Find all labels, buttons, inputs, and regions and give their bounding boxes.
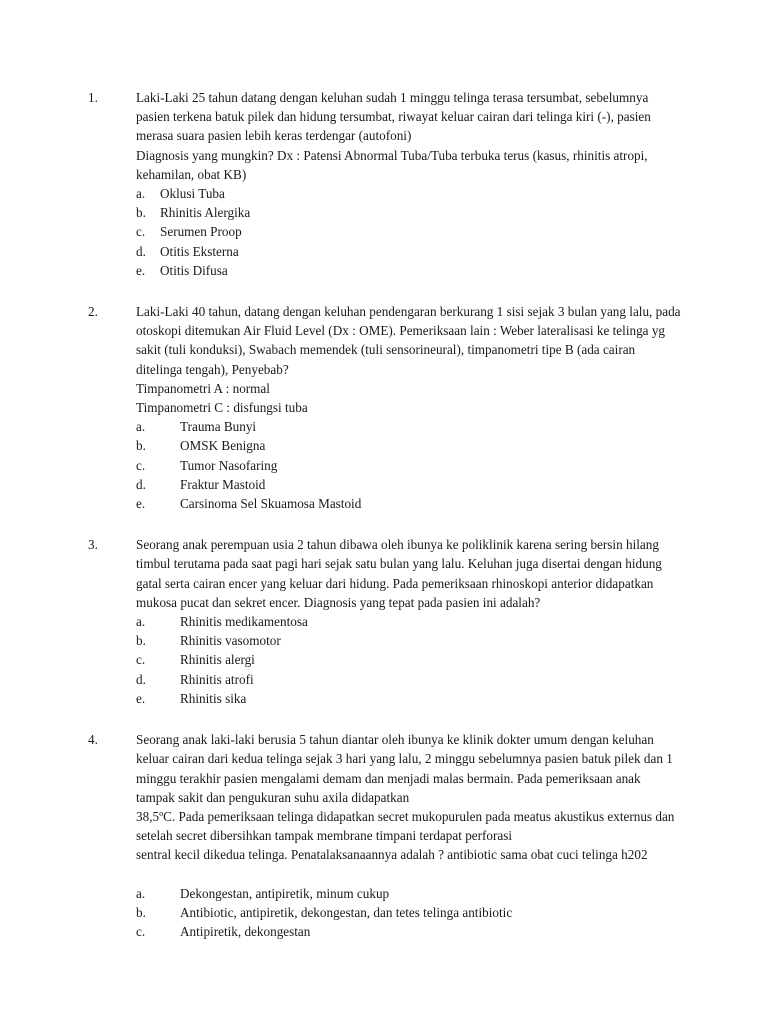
answer-option[interactable] — [136, 203, 682, 222]
answer-option-letter: e. — [136, 496, 146, 512]
answer-option-text: Rhinitis atrofi — [180, 671, 254, 687]
answer-option-letter: b. — [136, 633, 146, 649]
question-number: 3. — [88, 537, 98, 553]
answer-option[interactable] — [136, 184, 682, 203]
question-body — [136, 302, 682, 513]
answer-option-list — [136, 884, 682, 942]
question-body — [136, 730, 682, 941]
question-paragraph: Laki-Laki 40 tahun, datang dengan keluhan pendengaran berkurang 1 sisi sejak 3 bulan yang lalu, pada otoskopi ditemukan Air Fluid Level (Dx : OME). Pemeriksaan lain : Weber lateralisasi ke telinga yg sakit (tuli konduksi), Swabach memendek (tuli sensorineural), timpanometri tipe B (ada cairan ditelinga tengah), Penyebab? — [136, 304, 681, 377]
answer-option-text: Rhinitis sika — [180, 690, 247, 706]
answer-option-letter: d. — [136, 671, 146, 687]
question-text — [136, 302, 682, 417]
answer-option[interactable] — [136, 222, 682, 241]
answer-option-letter: a. — [136, 419, 146, 435]
question-list — [88, 88, 682, 941]
answer-option-letter: e. — [136, 690, 146, 706]
answer-option[interactable] — [136, 670, 682, 689]
answer-option-text: Antipiretik, dekongestan — [180, 924, 311, 940]
answer-option[interactable] — [136, 612, 682, 631]
answer-option-text: Fraktur Mastoid — [180, 476, 266, 492]
answer-option[interactable] — [136, 242, 682, 261]
answer-option-text: Oklusi Tuba — [160, 186, 225, 202]
answer-option[interactable] — [136, 903, 682, 922]
question-item — [88, 88, 682, 280]
answer-option[interactable] — [136, 456, 682, 475]
question-paragraph: Seorang anak perempuan usia 2 tahun dibawa oleh ibunya ke poliklinik karena sering bersin hilang timbul terutama pada saat pagi hari sejak satu bulan yang lalu. Keluhan juga disertai dengan hidung gatal serta cairan encer yang keluar dari hidung. Pada pemeriksaan rhinoskopi anterior didapatkan mukosa pucat dan sekret encer. Diagnosis yang tepat pada pasien ini adalah? — [136, 537, 662, 610]
answer-option[interactable] — [136, 884, 682, 903]
question-body — [136, 88, 682, 280]
answer-option-text: OMSK Benigna — [180, 438, 266, 454]
answer-option[interactable] — [136, 417, 682, 436]
question-paragraph: Diagnosis yang mungkin? Dx : Patensi Abnormal Tuba/Tuba terbuka terus (kasus, rhinitis atropi, kehamilan, obat KB) — [136, 147, 648, 182]
question-paragraph: 38,5ºC. Pada pemeriksaan telinga didapatkan secret mukopurulen pada meatus akustikus externus dan setelah secret dibersihkan tampak membrane timpani terdapat perforasi — [136, 808, 675, 844]
answer-option-text: Rhinitis medikamentosa — [180, 614, 308, 630]
answer-option-letter: b. — [136, 438, 146, 454]
question-paragraph: Timpanometri A : normal — [136, 380, 270, 396]
answer-option[interactable] — [136, 689, 682, 708]
answer-option-list — [136, 417, 682, 513]
answer-option-list — [136, 184, 682, 280]
answer-option-letter: d. — [136, 243, 146, 259]
answer-option-letter: d. — [136, 476, 146, 492]
question-number: 2. — [88, 304, 98, 320]
question-number: 1. — [88, 90, 98, 105]
answer-option-text: Serumen Proop — [160, 224, 242, 240]
answer-option-text: Antibiotic, antipiretik, dekongestan, dan tetes telinga antibiotic — [180, 904, 513, 920]
answer-option-text: Rhinitis Alergika — [160, 205, 251, 221]
question-body — [136, 535, 682, 708]
answer-option[interactable] — [136, 631, 682, 650]
answer-option-list — [136, 612, 682, 708]
answer-option[interactable] — [136, 650, 682, 669]
answer-option-text: Carsinoma Sel Skuamosa Mastoid — [180, 496, 362, 512]
question-paragraph: Timpanometri C : disfungsi tuba — [136, 400, 308, 416]
answer-option[interactable] — [136, 494, 682, 513]
question-paragraph: sentral kecil dikedua telinga. Penatalaksanaannya adalah ? antibiotic sama obat cuci telinga h202 — [136, 847, 648, 863]
answer-option[interactable] — [136, 922, 682, 941]
question-text — [136, 88, 682, 184]
answer-option-letter: e. — [136, 262, 146, 278]
answer-option-letter: c. — [136, 924, 146, 940]
answer-option-letter: b. — [136, 205, 146, 221]
answer-option-text: Tumor Nasofaring — [180, 457, 278, 473]
answer-option-letter: b. — [136, 904, 146, 920]
answer-option-text: Otitis Eksterna — [160, 243, 239, 259]
answer-option[interactable] — [136, 475, 682, 494]
answer-option-text: Otitis Difusa — [160, 262, 228, 278]
paragraph-spacer — [136, 865, 682, 884]
question-item — [88, 730, 682, 941]
answer-option[interactable] — [136, 261, 682, 280]
answer-option-letter: c. — [136, 457, 146, 473]
answer-option-letter: a. — [136, 186, 146, 202]
answer-option-text: Rhinitis alergi — [180, 652, 255, 668]
answer-option-text: Dekongestan, antipiretik, minum cukup — [180, 885, 390, 901]
question-item — [88, 302, 682, 513]
question-item — [88, 535, 682, 708]
question-paragraph: Seorang anak laki-laki berusia 5 tahun diantar oleh ibunya ke klinik dokter umum dengan keluhan keluar cairan dari kedua telinga sejak 3 hari yang lalu, 2 minggu sebelumnya pasien batuk pilek dan 1 minggu terakhir pasien mengalami demam dan menjadi malas bermain. Pada pemeriksaan anak tampak sakit dan pengukuran suhu axila didapatkan — [136, 732, 673, 805]
answer-option[interactable] — [136, 436, 682, 455]
answer-option-letter: c. — [136, 224, 146, 240]
answer-option-letter: c. — [136, 652, 146, 668]
question-text — [136, 535, 682, 612]
answer-option-text: Trauma Bunyi — [180, 419, 257, 435]
question-text — [136, 730, 682, 864]
answer-option-text: Rhinitis vasomotor — [180, 633, 281, 649]
question-number: 4. — [88, 732, 98, 748]
answer-option-letter: a. — [136, 614, 146, 630]
question-paragraph: Laki-Laki 25 tahun datang dengan keluhan sudah 1 minggu telinga terasa tersumbat, sebelumnya pasien terkena batuk pilek dan hidung tersumbat, riwayat keluar cairan dari telinga kiri (-), pasien merasa suara pasien lebih keras terdengar (autofoni) — [136, 90, 651, 144]
answer-option-letter: a. — [136, 885, 146, 901]
